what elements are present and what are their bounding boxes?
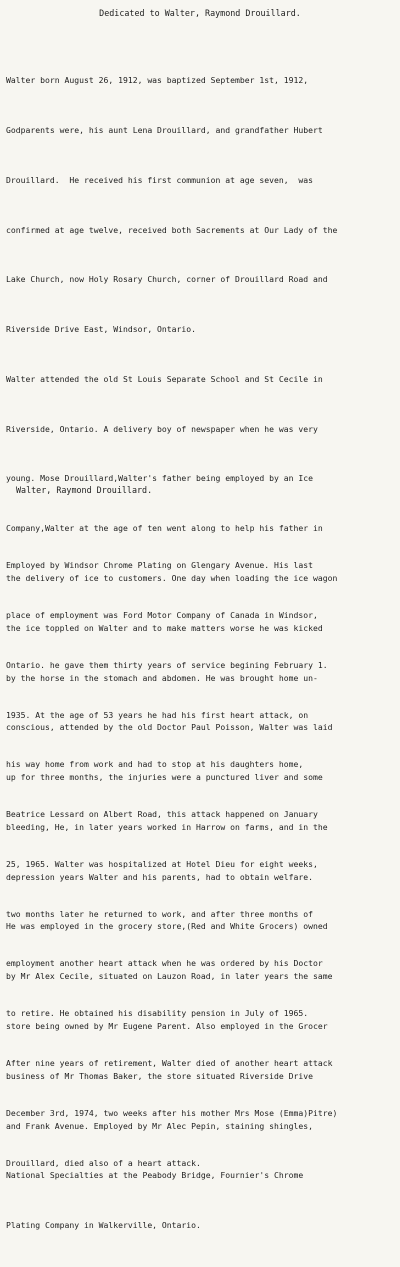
text-line: his way home from work and had to stop at his daughters home,	[6, 759, 304, 770]
text-line: employment another heart attack when he was ordered by his Doctor	[6, 958, 323, 969]
text-line: place of employment was Ford Motor Company of Canada in Windsor,	[6, 609, 318, 620]
text-line: National Specialties at the Peabody Bridge, Fournier's Chrome	[6, 1170, 304, 1181]
text-line: by the horse in the stomach and abdomen. He was brought home un-	[6, 672, 318, 683]
text-line: 1935. At the age of 53 years he had his first heart attack, on	[6, 709, 309, 720]
text-line: and Frank Avenue. Employed by Mr Alec Pepin, staining shingles,	[6, 1120, 313, 1131]
text-line: confirmed at age twelve, received both Sacrements at Our Lady of the	[6, 224, 338, 235]
text-line: the delivery of ice to customers. One day when loading the ice wagon	[6, 573, 338, 583]
text-line: bleeding, He, in later years worked in Harrow on farms, and in the	[6, 821, 328, 832]
text-line: business of Mr Thomas Baker, the store situated Riverside Drive	[6, 1070, 313, 1081]
text-line: young. Mose Drouillard,Walter's father being employed by an Ice	[6, 473, 313, 484]
text-line: the ice toppled on Walter and to make matters worse he was kicked	[6, 622, 323, 633]
text-line: conscious, attended by the old Doctor Paul Poisson, Walter was laid	[6, 722, 333, 733]
document-title: Dedicated to Walter, Raymond Drouillard.	[99, 8, 301, 18]
paragraph-later-life	[6, 524, 398, 1204]
text-line: Lake Church, now Holy Rosary Church, corner of Drouillard Road and	[6, 274, 328, 285]
text-line: Riverside Drive East, Windsor, Ontario.	[6, 324, 197, 335]
text-line: Ontario. he gave them thirty years of service begining February 1.	[6, 659, 328, 670]
section-subheading: Walter, Raymond Drouillard.	[16, 485, 153, 495]
text-line: Company,Walter at the age of ten went along to help his father in	[6, 523, 323, 534]
text-line: depression years Walter and his parents, had to obtain welfare.	[6, 871, 313, 882]
text-line: to retire. He obtained his disability pension in July of 1965.	[6, 1008, 309, 1019]
text-line: Drouillard, died also of a heart attack.	[6, 1157, 201, 1168]
text-line: two months later he returned to work, and after three months of	[6, 908, 313, 919]
text-line: Godparents were, his aunt Lena Drouillard, and grandfather Hubert	[6, 124, 323, 135]
text-line: 25, 1965. Walter was hospitalized at Hotel Dieu for eight weeks,	[6, 858, 318, 869]
text-line: He was employed in the grocery store,(Red and White Grocers) owned	[6, 921, 328, 932]
text-line: Employed by Windsor Chrome Plating on Glengary Avenue. His last	[6, 560, 313, 571]
text-line: Walter attended the old St Louis Separate School and St Cecile in	[6, 373, 323, 384]
text-line: Walter born August 26, 1912, was baptized September 1st, 1912,	[6, 75, 309, 86]
text-line: up for three months, the injuries were a punctured liver and some	[6, 772, 323, 783]
text-line: Drouillard. He received his first communion at age seven, was	[6, 174, 313, 185]
text-line: by Mr Alex Cecile, situated on Lauzon Road, in later years the same	[6, 971, 333, 982]
text-line: After nine years of retirement, Walter died of another heart attack	[6, 1058, 333, 1068]
text-line: Beatrice Lessard on Albert Road, this attack happened on January	[6, 809, 318, 820]
text-line: store being owned by Mr Eugene Parent. Also employed in the Grocer	[6, 1021, 328, 1032]
text-line: December 3rd, 1974, two weeks after his mother Mrs Mose (Emma)Pitre)	[6, 1107, 338, 1118]
text-line: Riverside, Ontario. A delivery boy of newspaper when he was very	[6, 423, 318, 434]
text-line: Plating Company in Walkerville, Ontario.	[6, 1220, 201, 1231]
